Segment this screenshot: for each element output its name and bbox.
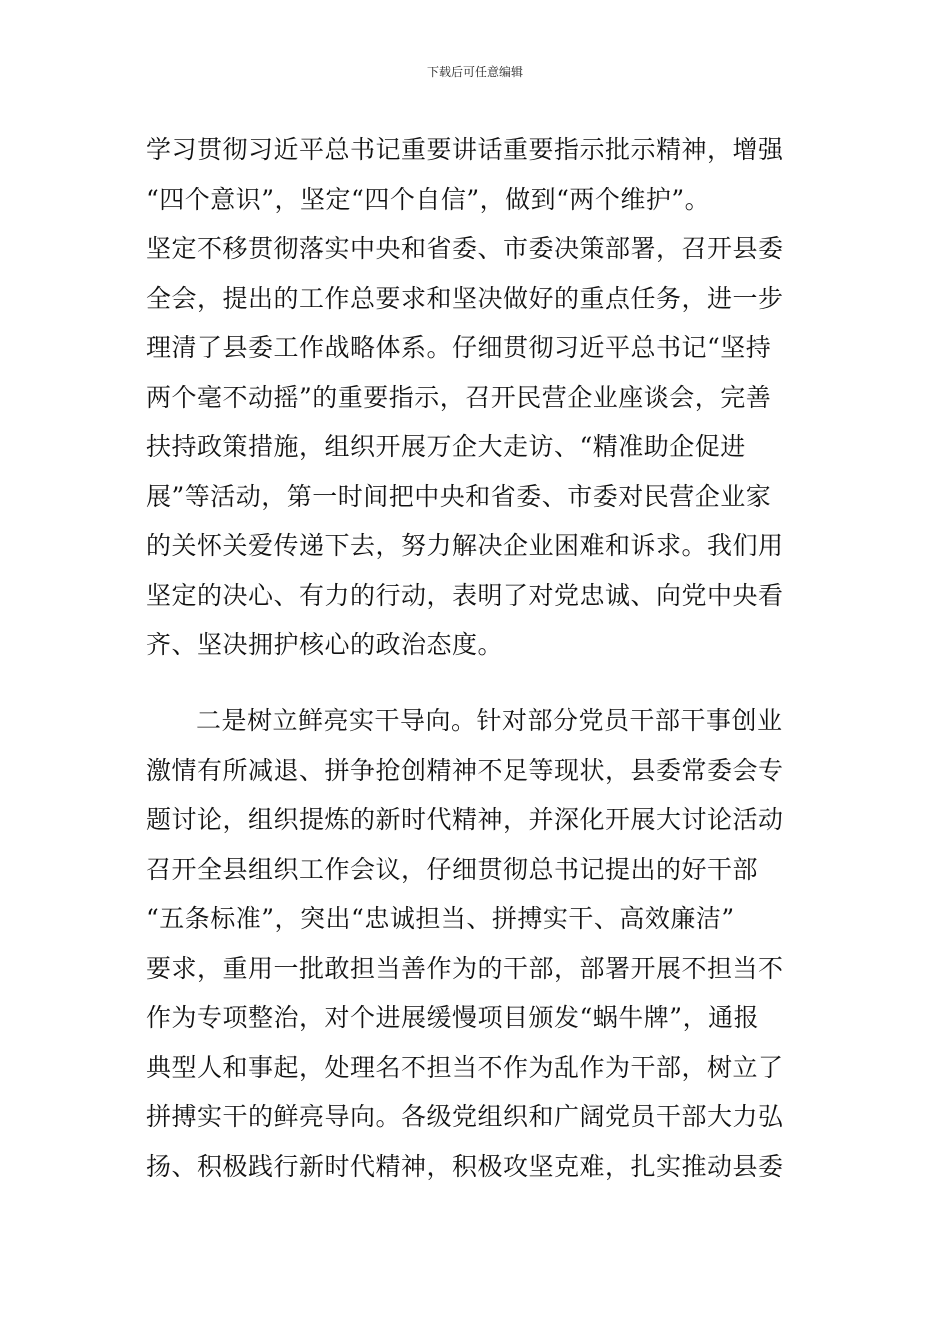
paragraph-line: 坚定的决心、有力的行动，表明了对党忠诚、向党中央看	[146, 580, 784, 610]
paragraph-line: 扬、积极践行新时代精神，积极攻坚克难，扎实推动县委	[146, 1151, 784, 1181]
page-header-note: 下载后可任意编辑	[426, 65, 523, 79]
paragraph-line: 的关怀关爱传递下去，努力解决企业困难和诉求。我们用	[146, 531, 784, 560]
paragraph-line: “四个意识”，坚定“四个自信”，做到“两个维护”。	[146, 184, 711, 214]
paragraph-line: 展”等活动，第一时间把中央和省委、市委对民营企业家	[146, 481, 772, 511]
paragraph-line: 召开全县组织工作会议，仔细贯彻总书记提出的好干部	[146, 854, 759, 884]
paragraph-line: 二是树立鲜亮实干导向。针对部分党员干部干事创业	[196, 706, 783, 735]
paragraph-line: 激情有所减退、拼争抢创精神不足等现状，县委常委会专	[146, 755, 784, 785]
paragraph-2	[146, 696, 808, 1191]
paragraph-line: 拼搏实干的鲜亮导向。各级党组织和广阔党员干部大力弘	[146, 1102, 784, 1131]
paragraph-1	[146, 125, 808, 670]
paragraph-line: 题讨论，组织提炼的新时代精神，并深化开展大讨论活动	[146, 805, 784, 834]
paragraph-line: 全会，提出的工作总要求和坚决做好的重点任务，进一步	[146, 283, 784, 313]
paragraph-line: 理清了县委工作战略体系。仔细贯彻习近平总书记“坚持	[146, 333, 772, 362]
paragraph-line: 学习贯彻习近平总书记重要讲话重要指示批示精神，增强	[146, 135, 784, 164]
paragraph-line: 要求，重用一批敢担当善作为的干部，部署开展不担当不	[146, 953, 784, 983]
paragraph-line: 坚定不移贯彻落实中央和省委、市委决策部署，召开县委	[146, 234, 784, 263]
paragraph-line: “五条标准”，突出“忠诚担当、拼搏实干、高效廉洁”	[146, 904, 735, 933]
paragraph-line: 扶持政策措施，组织开展万企大走访、“精准助企促进	[146, 432, 746, 461]
paragraph-line: 作为专项整治，对个进展缓慢项目颁发“蜗牛牌”，通报	[146, 1003, 760, 1032]
paragraph-line: 典型人和事起，处理名不担当不作为乱作为干部，树立了	[146, 1052, 784, 1082]
paragraph-line: 齐、坚决拥护核心的政治态度。	[146, 630, 504, 659]
paragraph-line: 两个毫不动摇”的重要指示，召开民营企业座谈会，完善	[146, 382, 772, 412]
